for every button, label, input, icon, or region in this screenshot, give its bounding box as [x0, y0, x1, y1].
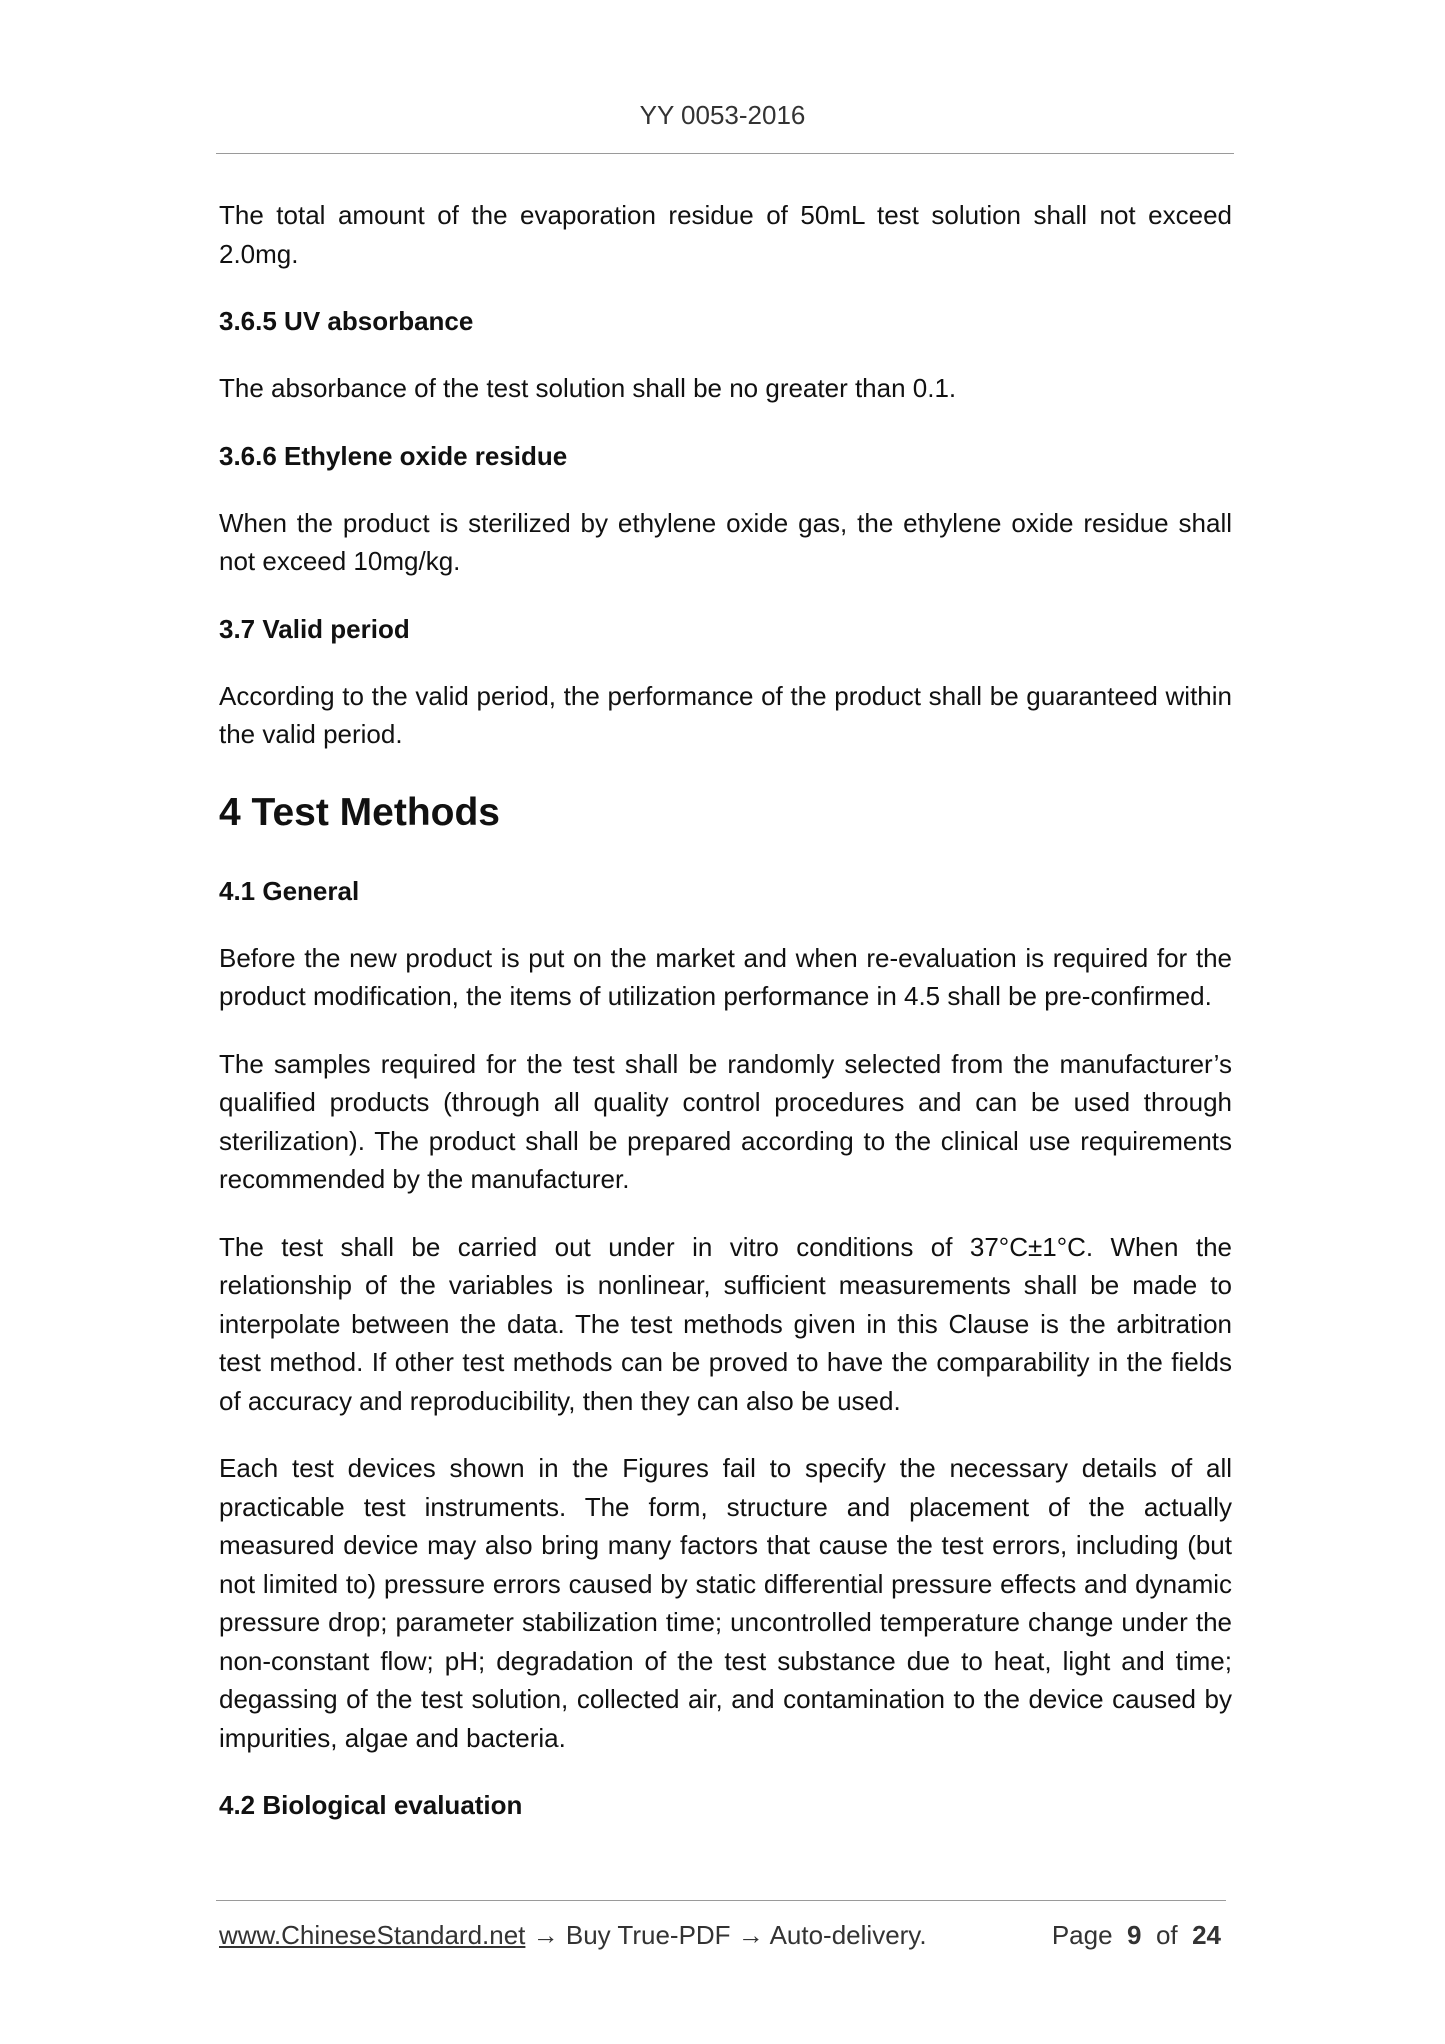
- paragraph-uv-absorbance: The absorbance of the test solution shall be no greater than 0.1.: [219, 373, 957, 403]
- footer-tagline: → Buy True-PDF → Auto-delivery.: [525, 1920, 927, 1950]
- current-page-number: 9: [1127, 1920, 1142, 1950]
- of-label: of: [1155, 1920, 1178, 1950]
- total-pages-number: 24: [1192, 1920, 1221, 1950]
- chapter-heading-test-methods: 4 Test Methods: [219, 790, 500, 834]
- document-id-header: YY 0053-2016: [639, 100, 806, 130]
- paragraph-valid-period: According to the valid period, the performance of the product shall be guaranteed within the valid period.: [219, 680, 1232, 749]
- page-label: Page: [1051, 1920, 1113, 1950]
- page-indicator: [1052, 1920, 1221, 1951]
- paragraph-test-devices: Each test devices shown in the Figures fail to specify the necessary details of all practicable test instruments. The form, structure and placement of the actually measured device may also bring many factors that cause the test errors, including (but not limited to) pressure errors caused by static differential pressure effects and dynamic pressure drop; parameter stabilization time; uncontrolled temperature change under the non-constant flow; pH; degradation of the test substance due to heat, light and time; degassing of the test solution, collected air, and contamination to the device caused by impurities, algae and bacteria.: [219, 1453, 1232, 1753]
- paragraph-pre-confirmation: Before the new product is put on the market and when re-evaluation is required for the product modification, the items of utilization performance in 4.5 shall be pre-confirmed.: [219, 942, 1232, 1011]
- paragraph-evaporation-residue: The total amount of the evaporation residue of 50mL test solution shall not exceed 2.0mg.: [219, 200, 1232, 269]
- heading-biological-evaluation: 4.2 Biological evaluation: [219, 1790, 523, 1820]
- footer-divider: [216, 1900, 1226, 1901]
- website-link[interactable]: www.ChineseStandard.net: [219, 1920, 526, 1950]
- header-divider: [216, 153, 1234, 154]
- heading-ethylene-oxide-residue: 3.6.6 Ethylene oxide residue: [219, 440, 568, 471]
- page-footer: [219, 1920, 1227, 1956]
- document-body: [219, 196, 1232, 1853]
- paragraph-ethylene-oxide-residue: When the product is sterilized by ethylene oxide gas, the ethylene oxide residue shall not exceed 10mg/kg.: [219, 507, 1232, 576]
- paragraph-test-conditions: The test shall be carried out under in vitro conditions of 37°C±1°C. When the relationship of the variables is nonlinear, sufficient measurements shall be made to interpolate between the data. The test methods given in this Clause is the arbitration test method. If other test methods can be proved to have the comparability in the fields of accuracy and reproducibility, then they can also be used.: [219, 1231, 1232, 1416]
- paragraph-sample-selection: The samples required for the test shall be randomly selected from the manufacturer’s qualified products (through all quality control procedures and can be used through sterilization). The product shall be prepared according to the clinical use requirements recommended by the manufacturer.: [219, 1048, 1232, 1194]
- heading-uv-absorbance: 3.6.5 UV absorbance: [219, 306, 474, 336]
- heading-general: 4.1 General: [219, 875, 360, 906]
- heading-valid-period: 3.7 Valid period: [219, 613, 410, 644]
- footer-promo: [219, 1920, 927, 1951]
